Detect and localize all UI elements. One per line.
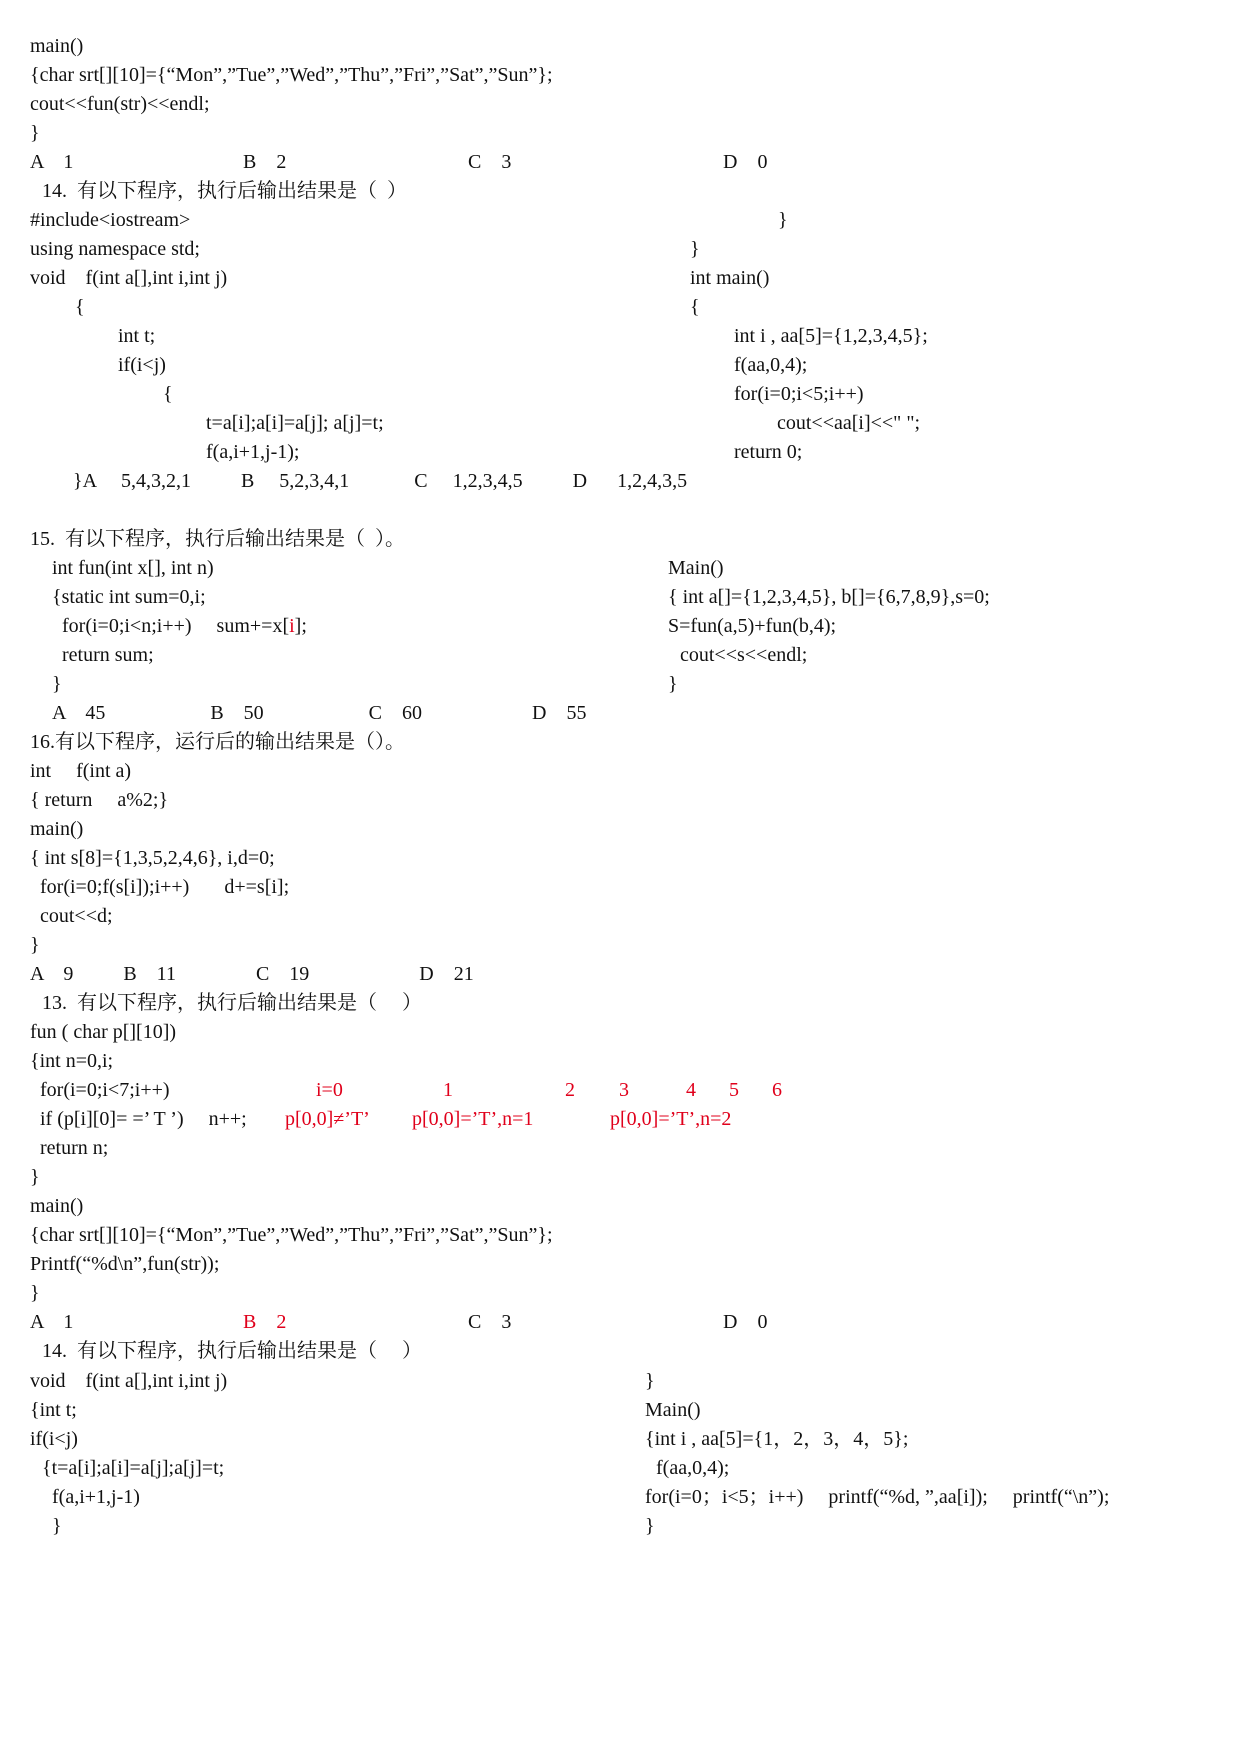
code-line: for(i=0;i<7;i++) <box>40 1079 170 1101</box>
options-line: }A 5,4,3,2,1 B 5,2,3,4,1 C 1,2,3,4,5 D 1,2,4,3,5 <box>73 470 688 492</box>
code-line: } <box>690 238 700 260</box>
annotation-red: i <box>289 615 295 637</box>
code-line: {static int sum=0,i; <box>52 586 206 608</box>
code-line: { int a[]={1,2,3,4,5}, b[]={6,7,8,9},s=0; <box>668 586 990 608</box>
annotation-red: 5 <box>729 1079 739 1101</box>
code-line: { int s[8]={1,3,5,2,4,6}, i,d=0; <box>30 847 275 869</box>
code-line: for(i=0;i<5;i++) <box>734 383 864 405</box>
code-line: for(i=0;i<n;i++) sum+=x[i]; <box>62 615 307 637</box>
code-line: t=a[i];a[i]=a[j]; a[j]=t; <box>206 412 384 434</box>
question-title: 13. 有以下程序，执行后输出结果是（ ） <box>42 992 422 1014</box>
code-line: { <box>75 296 85 318</box>
annotation-red: 4 <box>686 1079 696 1101</box>
code-line: f(a,i+1,j-1); <box>206 441 300 463</box>
annotation-red: i=0 <box>316 1079 343 1101</box>
options-line: A 45 B 50 C 60 D 55 <box>52 702 587 724</box>
code-line: S=fun(a,5)+fun(b,4); <box>668 615 837 637</box>
code-line: { return a%2;} <box>30 789 169 811</box>
annotation-red: 1 <box>443 1079 453 1101</box>
code-line: void f(int a[],int i,int j) <box>30 1370 228 1392</box>
question-title: 15. 有以下程序，执行后输出结果是（ ）。 <box>30 528 405 550</box>
code-line: } <box>52 673 62 695</box>
code-line: } <box>778 209 788 231</box>
annotation-red: p[0,0]=’T’,n=2 <box>610 1108 732 1130</box>
code-line: int i , aa[5]={1,2,3,4,5}; <box>734 325 928 347</box>
option-d: D 0 <box>723 151 768 173</box>
code-line: Main() <box>645 1399 701 1421</box>
code-line: #include<iostream> <box>30 209 191 231</box>
code-line: f(aa,0,4); <box>734 354 808 376</box>
annotation-red: 2 <box>565 1079 575 1101</box>
code-line: {char srt[][10]={“Mon”,”Tue”,”Wed”,”Thu”,”Fri”,”Sat”,”Sun”}; <box>30 64 553 86</box>
code-line: } <box>668 673 678 695</box>
code-line: cout<<s<<endl; <box>680 644 808 666</box>
code-line: {char srt[][10]={“Mon”,”Tue”,”Wed”,”Thu”,”Fri”,”Sat”,”Sun”}; <box>30 1224 553 1246</box>
code-line: return sum; <box>62 644 154 666</box>
code-line: cout<<d; <box>40 905 113 927</box>
code-line: main() <box>30 818 84 840</box>
code-line: Printf(“%d\n”,fun(str)); <box>30 1253 220 1275</box>
annotation-red: 6 <box>772 1079 782 1101</box>
code-line: Main() <box>668 557 724 579</box>
code-line: } <box>30 1282 40 1304</box>
code-line: } <box>645 1515 655 1537</box>
option-b-answer: B 2 <box>243 1311 287 1333</box>
code-line: cout<<fun(str)<<endl; <box>30 93 210 115</box>
code-line: if(i<j) <box>30 1428 78 1450</box>
option-d: D 0 <box>723 1311 768 1333</box>
code-line: main() <box>30 35 84 57</box>
code-line: f(a,i+1,j-1) <box>52 1486 140 1508</box>
code-line: int t; <box>118 325 156 347</box>
code-line: { <box>690 296 700 318</box>
question-title: 16.有以下程序，运行后的输出结果是（）。 <box>30 731 405 753</box>
annotation-red: p[0,0]≠’T’ <box>285 1108 370 1130</box>
option-a: A 1 <box>30 151 74 173</box>
annotation-red: p[0,0]=’T’,n=1 <box>412 1108 534 1130</box>
code-line: } <box>30 1166 40 1188</box>
code-line: main() <box>30 1195 84 1217</box>
code-line: return 0; <box>734 441 803 463</box>
option-a: A 1 <box>30 1311 74 1333</box>
code-line: return n; <box>40 1137 109 1159</box>
code-line: int f(int a) <box>30 760 132 782</box>
code-line: for(i=0;f(s[i]);i++) d+=s[i]; <box>40 876 290 898</box>
code-line: int main() <box>690 267 770 289</box>
code-line: using namespace std; <box>30 238 200 260</box>
code-line: int fun(int x[], int n) <box>52 557 214 579</box>
code-line: cout<<aa[i]<<" "; <box>777 412 921 434</box>
code-line: } <box>52 1515 62 1537</box>
code-line: {t=a[i];a[i]=a[j];a[j]=t; <box>42 1457 225 1479</box>
option-b: B 2 <box>243 151 287 173</box>
code-line: if (p[i][0]= =’ T ’) n++; <box>40 1108 247 1130</box>
code-line: f(aa,0,4); <box>656 1457 730 1479</box>
question-title: 14. 有以下程序，执行后输出结果是（ ） <box>42 1340 422 1362</box>
code-line: {int n=0,i; <box>30 1050 114 1072</box>
options-line: A 9 B 11 C 19 D 21 <box>30 963 474 985</box>
code-line: fun ( char p[][10]) <box>30 1021 177 1043</box>
option-c: C 3 <box>468 151 512 173</box>
code-line: for(i=0；i<5；i++) printf(“%d, ”,aa[i]); printf(“\n”); <box>645 1486 1110 1508</box>
option-c: C 3 <box>468 1311 512 1333</box>
code-line: void f(int a[],int i,int j) <box>30 267 228 289</box>
question-title: 14. 有以下程序，执行后输出结果是（ ） <box>42 180 407 202</box>
code-line: {int t; <box>30 1399 77 1421</box>
annotation-red: 3 <box>619 1079 629 1101</box>
code-line: {int i , aa[5]={1，2，3，4，5}; <box>645 1428 909 1450</box>
code-line: { <box>163 383 173 405</box>
code-line: } <box>645 1370 655 1392</box>
code-line: } <box>30 934 40 956</box>
code-line: if(i<j) <box>118 354 166 376</box>
code-line: } <box>30 122 40 144</box>
